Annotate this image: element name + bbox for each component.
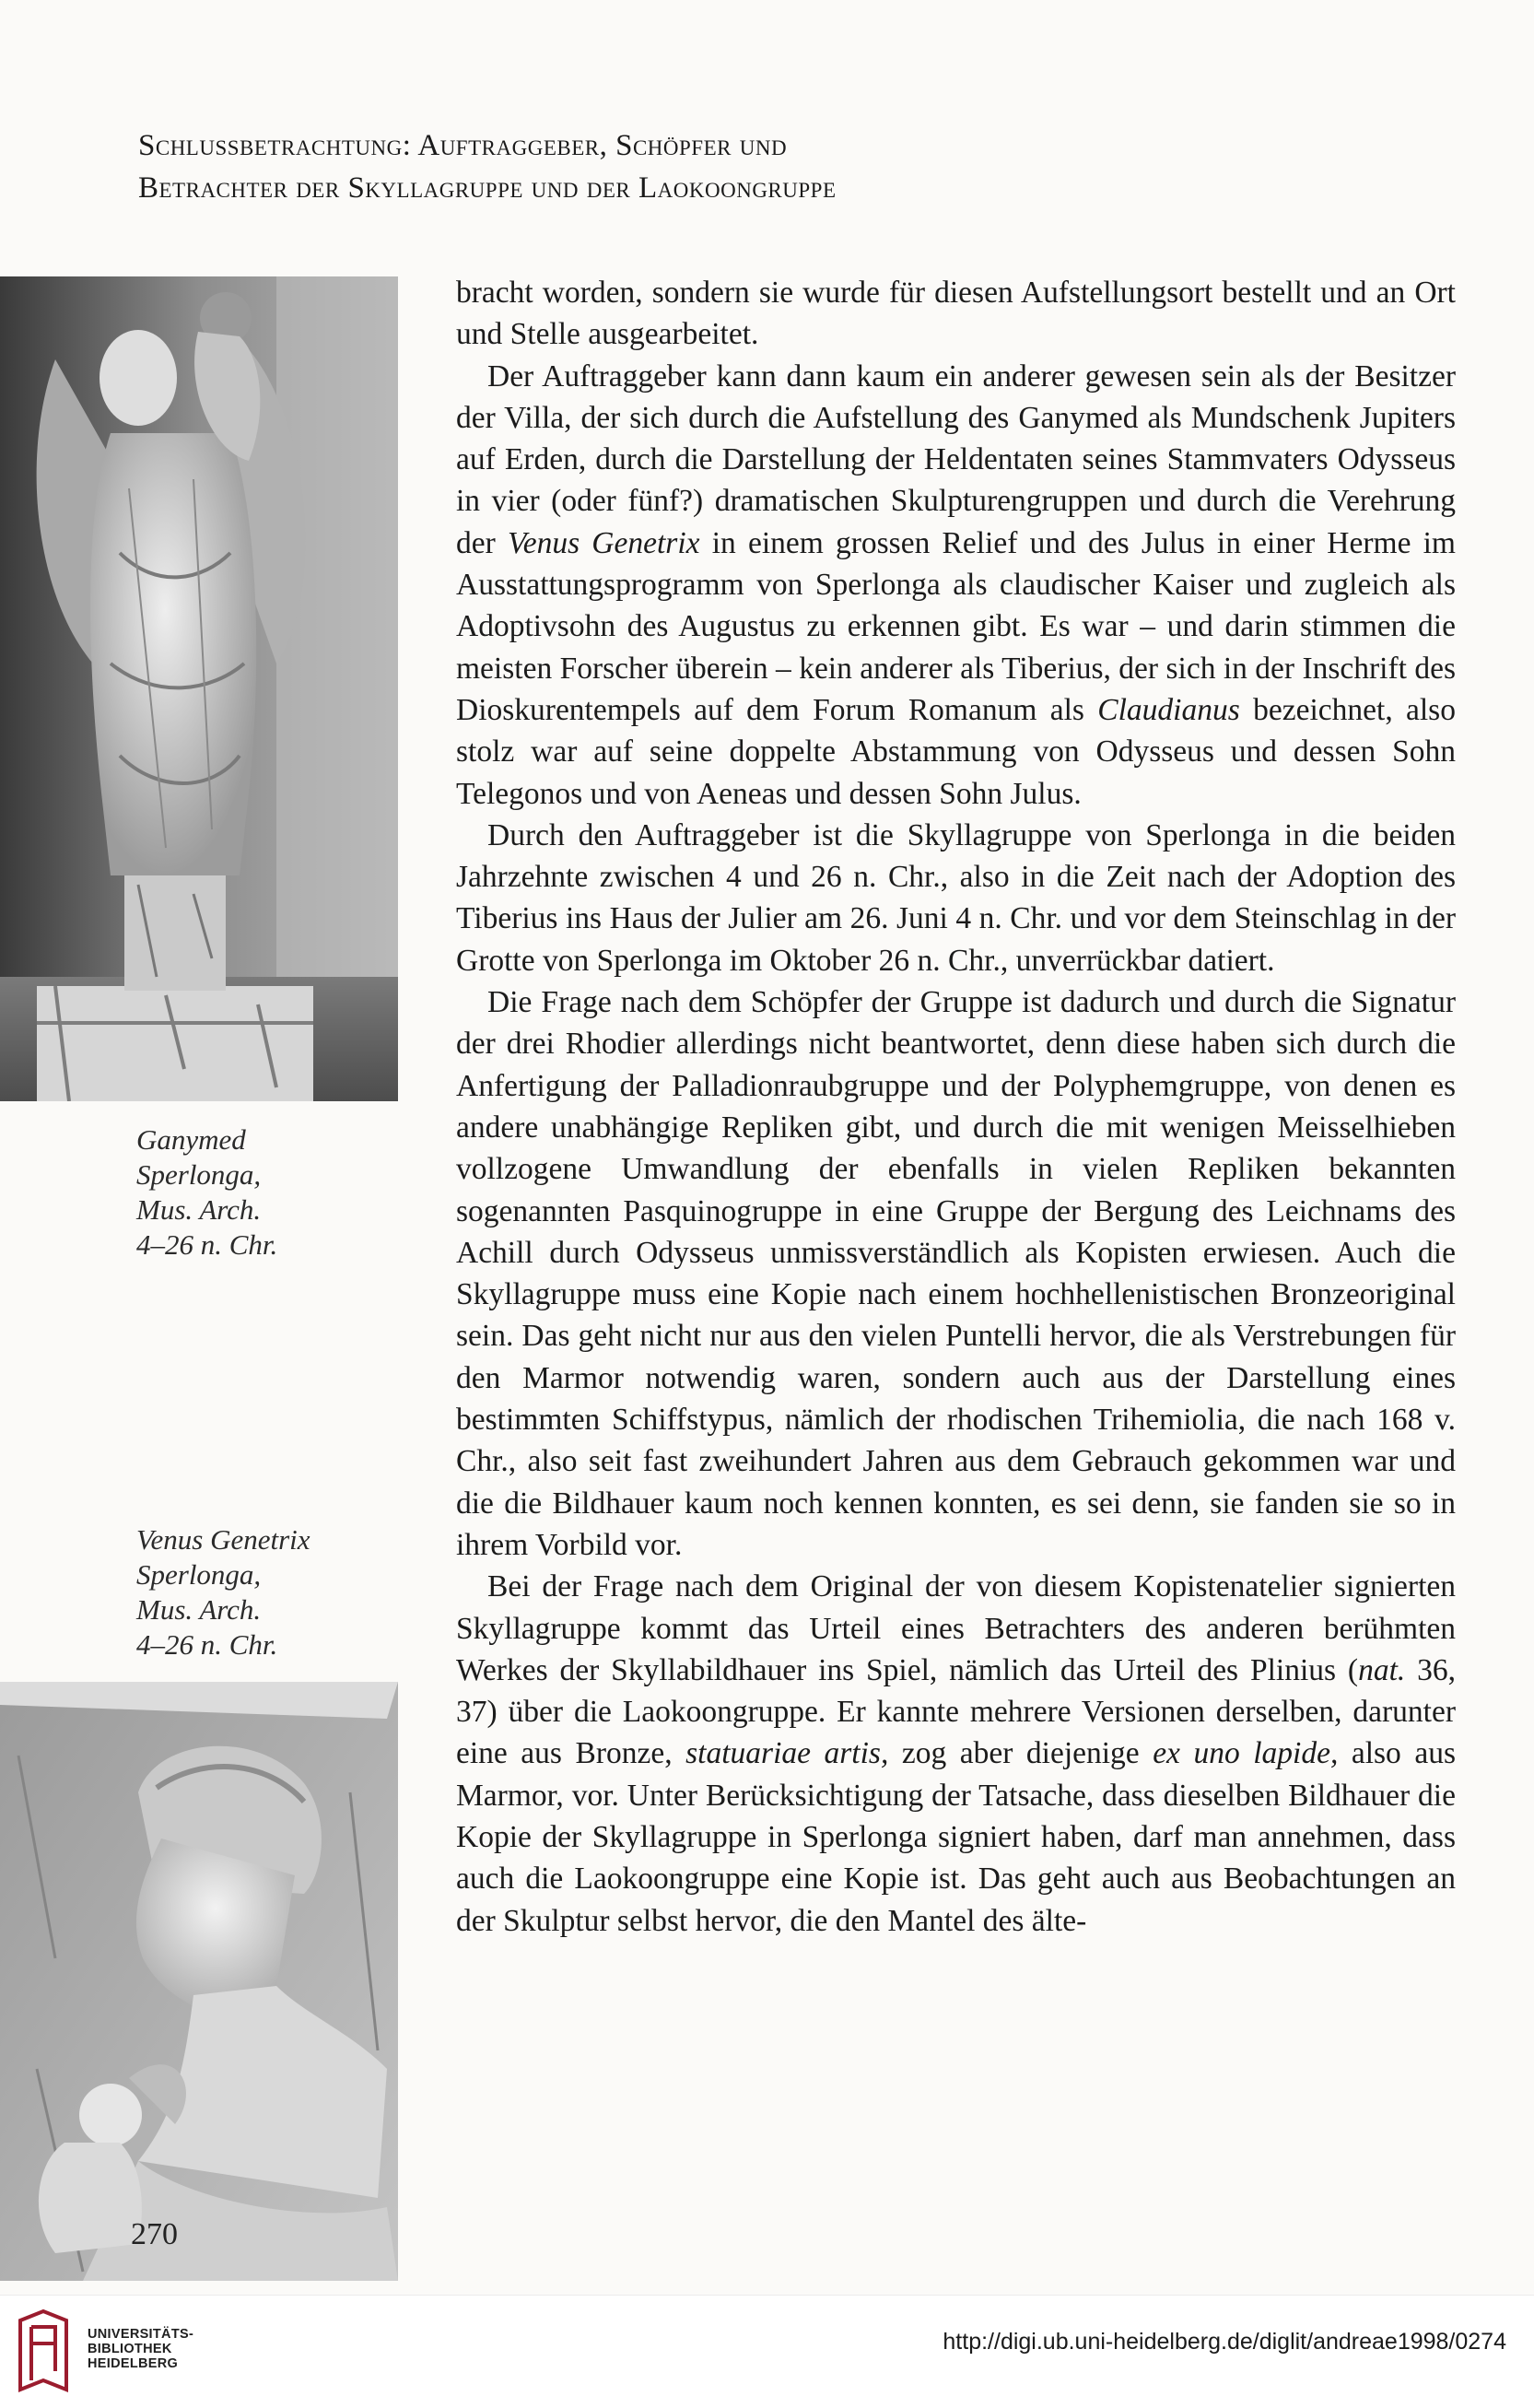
source-url-link[interactable]: http://digi.ub.uni-heidelberg.de/diglit/andreae1998/0274 xyxy=(943,2329,1506,2355)
caption-line: Ganymed xyxy=(136,1123,246,1156)
body-text xyxy=(456,272,1456,1942)
italic-term: statuariae artis, xyxy=(685,1736,889,1771)
italic-term: ex uno lapide, xyxy=(1153,1736,1339,1771)
paragraph-4: Die Frage nach dem Schöpfer der Gruppe ist dadurch und durch die Signatur der drei Rhodier allerdings nicht beantwortet, denn diese haben sich durch die Anfertigung der Palladionraubgruppe und der Polyphemgruppe, von denen es andere unabhängige Repliken gibt, und durch die mit wenigen Meisselhieben vollzogene Umwandlung der ebenfalls in vielen Repliken bekannten sogenannten Pasquinogruppe in eine Gruppe der Bergung des Leichnams des Achill durch Odysseus unmissverständlich als Kopisten erwiesen. Auch die Skyllagruppe muss eine Kopie nach einem hochhellenistischen Bronzeoriginal sein. Das geht nicht nur aus den vielen Puntelli hervor, die als Verstrebungen für den Marmor notwendig waren, sondern auch aus der Darstellung eines bestimmten Schiffstypus, nämlich der rhodischen Trihemiolia, die nach 168 v. Chr., also seit fast zweihundert Jahren aus dem Gebrauch gekommen war und die die Bildhauer kaum noch kennen konnten, es sei denn, sie fanden sie so in ihrem Vorbild vor. xyxy=(456,985,1456,1562)
header-line-1: Schlussbetrachtung: Auftraggeber, Schöpfer und xyxy=(138,129,788,162)
library-name-line: HEIDELBERG xyxy=(88,2356,179,2371)
caption-line: Mus. Arch. xyxy=(136,1593,262,1626)
caption-line: 4–26 n. Chr. xyxy=(136,1228,278,1261)
italic-term: Venus Genetrix xyxy=(507,525,700,560)
library-name-line: BIBLIOTHEK xyxy=(88,2342,172,2356)
page-number: 270 xyxy=(131,2217,178,2251)
ganymed-photo xyxy=(0,276,398,1101)
caption-line: Sperlonga, xyxy=(136,1158,262,1191)
library-footer xyxy=(0,2295,1534,2408)
paragraph-3: Durch den Auftraggeber ist die Skyllagruppe von Sperlonga in die beiden Jahrzehnte zwischen 4 und 26 n. Chr., also in die Zeit nach der Adoption des Tiberius ins Haus der Julier am 26. Juni 4 n. Chr. und vor dem Steinschlag in der Grotte von Sperlonga im Oktober 26 n. Chr., unverrückbar datiert. xyxy=(456,817,1456,978)
paragraph-5: Bei der Frage nach dem Original der von diesem Kopistenatelier signierten Skyllagruppe kommt das Urteil eines Betrachters des anderen berühmten Werkes der Skyllabildhauer ins Spiel, nämlich das Urteil des Plinius (nat. 36, 37) über die Laokoongruppe. Er kannte mehrere Versionen derselben, darunter eine aus Bronze, statuariae artis, zog aber diejenige ex uno lapide, also aus Marmor, vor. Unter Berücksichtigung der Tatsache, dass dieselben Bildhauer die Kopie der Skyllagruppe in Sperlonga signiert haben, darf man annehmen, dass auch die Laokoongruppe eine Kopie ist. Das geht auch aus Beobachtungen an der Skulptur selbst hervor, die den Mantel des älte- xyxy=(456,1569,1457,1938)
paragraph-1: bracht worden, sondern sie wurde für diesen Aufstellungsort bestellt und an Ort und Stelle ausgearbeitet. xyxy=(456,276,1456,352)
venus-genetrix-photo xyxy=(0,1682,398,2281)
library-name-line: UNIVERSITÄTS- xyxy=(88,2327,194,2342)
university-library-logo-icon xyxy=(11,2307,76,2399)
caption-line: 4–26 n. Chr. xyxy=(136,1628,278,1661)
caption-line: Sperlonga, xyxy=(136,1558,262,1591)
caption-ganymed xyxy=(136,1122,404,1263)
header-line-2: Betrachter der Skyllagruppe und der Laokoongruppe xyxy=(138,171,837,205)
caption-venus xyxy=(136,1522,404,1662)
italic-term: Claudianus xyxy=(1097,692,1240,727)
library-name xyxy=(88,2327,193,2371)
caption-line: Venus Genetrix xyxy=(136,1523,310,1556)
caption-line: Mus. Arch. xyxy=(136,1193,262,1226)
paragraph-2: Der Auftraggeber kann dann kaum ein anderer gewesen sein als der Besitzer der Villa, der sich durch die Aufstellung des Ganymed als Mundschenk Jupiters auf Erden, durch die Darstellung der Heldentaten seines Stammvaters Odysseus in vier (oder fünf?) dramatischen Skulpturengruppen und durch die Verehrung der Venus Genetrix in einem grossen Relief und des Julus in einer Herme im Ausstattungsprogramm von Sperlonga als claudischer Kaiser und zugleich als Adoptivsohn des Augustus zu erkennen gibt. Es war – und darin stimmen die meisten Forscher überein – kein anderer als Tiberius, der sich in der Inschrift des Dioskurentempels auf dem Forum Romanum als Claudianus bezeichnet, also stolz war auf seine doppelte Abstammung von Odysseus und dessen Sohn Telegonos und von Aeneas und dessen Sohn Julus. xyxy=(456,358,1456,811)
running-header xyxy=(138,124,1428,209)
italic-term: nat. xyxy=(1358,1652,1406,1687)
